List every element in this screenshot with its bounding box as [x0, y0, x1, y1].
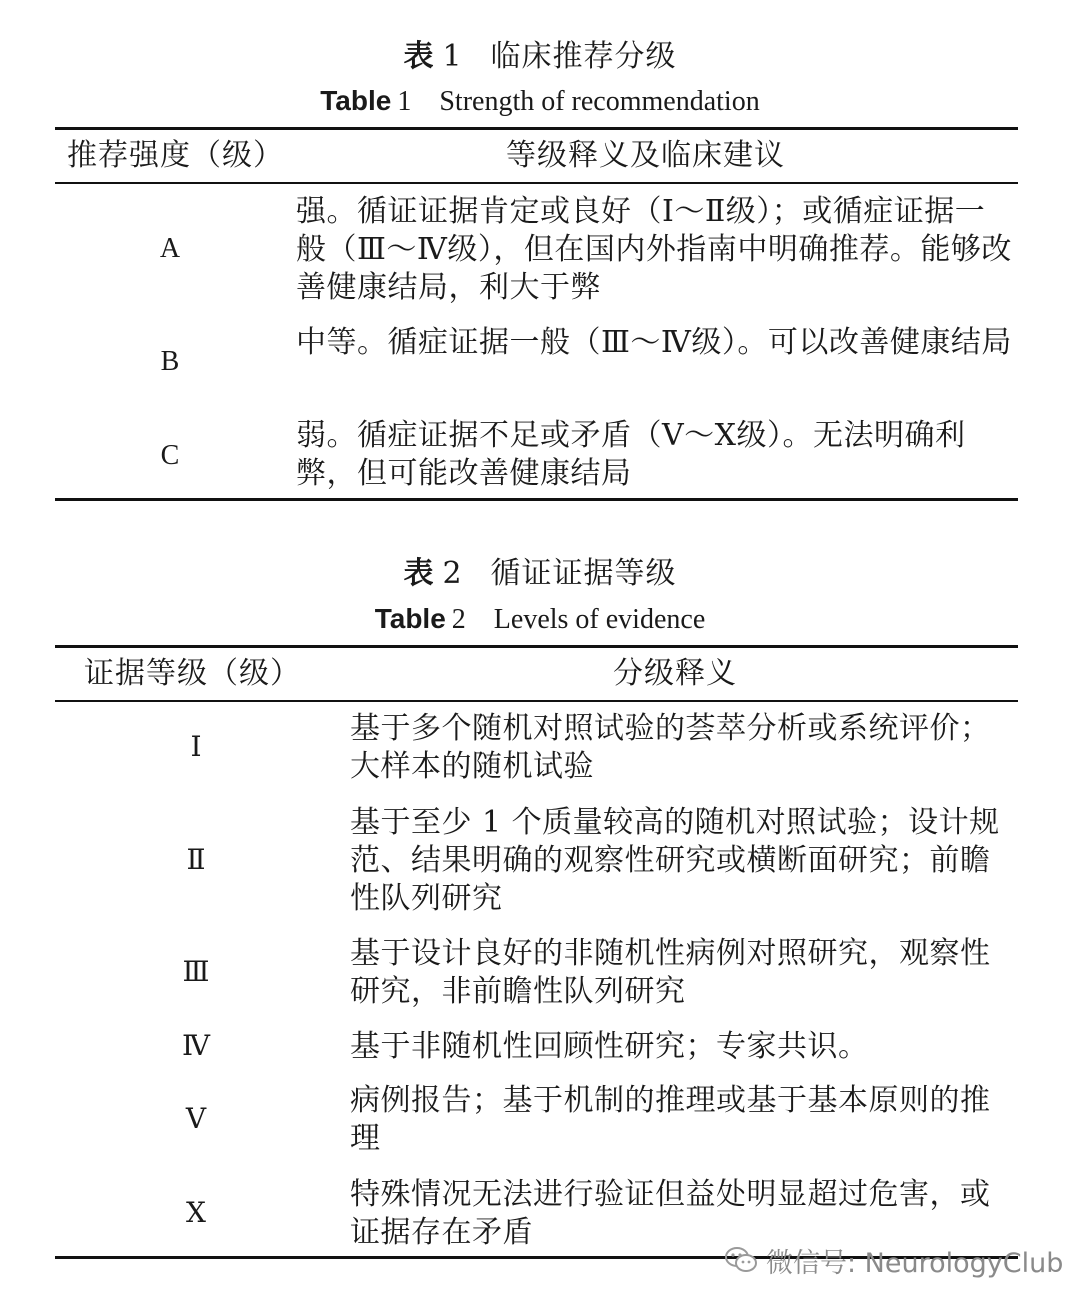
table1-caption-cn: 表 1 临床推荐分级 [403, 39, 677, 74]
table1-caption-en: Table 1 Strength of recommendation [320, 85, 760, 117]
table1-row-b-grade: B [160, 346, 180, 377]
table2-row-6-desc: 特殊情况无法进行验证但益处明显超过危害，或证据存在矛盾 [350, 1177, 991, 1250]
table2-row-6-grade: Ⅹ [186, 1198, 206, 1229]
table1-row-a-grade: A [159, 233, 181, 264]
wechat-icon [724, 1245, 758, 1275]
table2-row-3-desc: 基于设计良好的非随机性病例对照研究，观察性研究，非前瞻性队列研究 [350, 936, 991, 1009]
table1-header-rule [55, 182, 1018, 184]
table2-row-1-grade: Ⅰ [190, 732, 202, 763]
table2-row-3-grade: Ⅲ [182, 957, 210, 988]
wechat-watermark [724, 1240, 1064, 1280]
table2-row-2-grade: Ⅱ [186, 845, 206, 876]
table1-row-c-grade: C [160, 440, 180, 471]
table1-header-grade: 推荐强度（级） [67, 138, 284, 173]
table2-row-2-desc: 基于至少 1 个质量较高的随机对照试验；设计规范、结果明确的观察性研究或横断面研究；前瞻性队列研究 [350, 805, 1000, 916]
table2-row-4-grade: Ⅳ [182, 1031, 210, 1062]
table1-row-c-desc: 弱。循症证据不足或矛盾（Ⅴ～Ⅹ级）。无法明确利弊，但可能改善健康结局 [296, 418, 966, 491]
table2-header-grade: 证据等级（级） [84, 656, 301, 691]
table2-row-1-desc: 基于多个随机对照试验的荟萃分析或系统评价；大样本的随机试验 [350, 711, 991, 784]
watermark-text: 微信号: NeurologyClub [766, 1247, 1064, 1279]
table2-caption-en: Table 2 Levels of evidence [374, 603, 706, 635]
table1-row-a-desc: 强。循证证据肯定或良好（Ⅰ～Ⅱ级）；或循症证据一般（Ⅲ～Ⅳ级），但在国内外指南中明确推荐。能够改善健康结局，利大于弊 [296, 194, 1012, 305]
table1-bottom-rule [55, 498, 1018, 501]
table2-top-rule [55, 645, 1018, 648]
table1-top-rule [55, 127, 1018, 130]
table2-caption-cn: 表 2 循证证据等级 [403, 556, 677, 591]
table2-header-desc: 分级释义 [613, 656, 737, 691]
table2-row-4-desc: 基于非随机性回顾性研究；专家共识。 [350, 1029, 869, 1064]
table2-row-5-desc: 病例报告；基于机制的推理或基于基本原则的推理 [350, 1083, 991, 1156]
table2-row-5-grade: Ⅴ [185, 1104, 207, 1135]
table2-header-rule [55, 700, 1018, 702]
table1-header-desc: 等级释义及临床建议 [506, 138, 785, 173]
table1-row-b-desc: 中等。循症证据一般（Ⅲ～Ⅳ级）。可以改善健康结局 [296, 325, 1012, 360]
